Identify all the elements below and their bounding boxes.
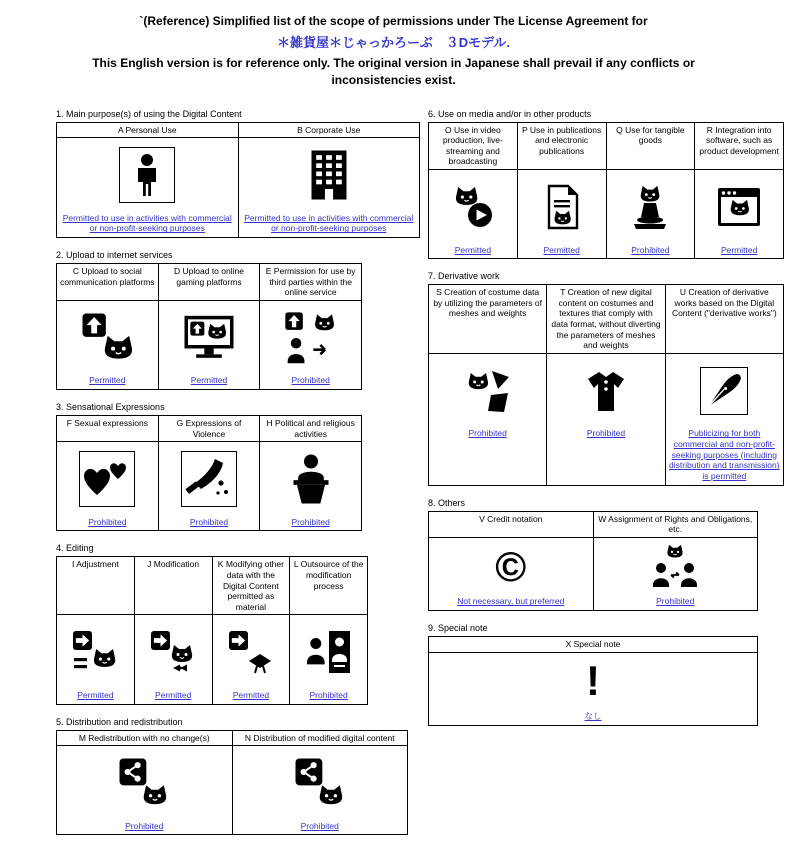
status-text: Prohibited: [656, 596, 695, 607]
status-text: Prohibited: [291, 375, 330, 386]
cell-header: O Use in video production, live-streaming and broadcasting: [429, 122, 518, 170]
status-text: Prohibited: [189, 516, 229, 527]
cell-header: K Modifying other data with the Digital Content permitted as material: [212, 557, 290, 615]
page-title: `(Reference) Simplified list of the scope of permissions under The License Agreement for: [139, 14, 648, 28]
modification-icon: [149, 628, 197, 676]
social-upload-icon: [79, 310, 135, 366]
adjustment-icon: [71, 628, 119, 676]
section-2-upload-internet: [56, 250, 420, 390]
gaming-upload-icon: [181, 310, 237, 366]
content-columns: [56, 109, 787, 847]
others-table: [428, 511, 758, 611]
distribution-table: [56, 730, 408, 836]
product-title: ＊雑貨屋＊じゃっかろーぶ ３Dモデル.: [276, 35, 511, 50]
section-title: 3. Sensational Expressions: [56, 401, 165, 412]
hearts-icon: [79, 451, 135, 507]
status-text: Permitted to use in activities with commercial or non-profit-seeking purposes: [62, 212, 232, 234]
copyright-icon: ©: [495, 542, 527, 590]
status-text: Prohibited: [631, 244, 670, 255]
cell-header: A Personal Use: [57, 122, 239, 138]
cell-header: W Assignment of Rights and Obligations, etc.: [593, 511, 758, 537]
cell-header: D Upload to online gaming platforms: [158, 263, 260, 300]
new-costume-icon: [582, 367, 630, 415]
left-column: [56, 109, 420, 847]
modified-distribution-icon: [292, 755, 348, 811]
section-1-main-purpose: [56, 109, 420, 238]
exclamation-icon: !: [586, 657, 600, 705]
disclaimer-text: This English version is for reference only. The original version in Japanese shall prevail if any conflicts or inconsistencies exist.: [92, 56, 695, 87]
cell-header: H Political and religious activities: [260, 415, 362, 441]
status-text: Permitted: [232, 689, 270, 700]
video-icon: [449, 183, 497, 231]
costume-data-icon: [464, 367, 512, 415]
knife-icon: [181, 451, 237, 507]
assignment-icon: [651, 543, 699, 591]
status-text: Prohibited: [309, 689, 348, 700]
person-icon: [119, 147, 175, 203]
cell-header: T Creation of new digital content on costumes and textures that comply with data format, without diverting the parameters of meshes and weights: [547, 285, 665, 354]
status-text: Permitted to use in activities with commercial or non-profit-seeking purposes: [244, 212, 414, 234]
cell-header: E Permission for use by third parties within the online service: [260, 263, 362, 300]
cell-header: V Credit notation: [429, 511, 594, 537]
status-text: Prohibited: [468, 428, 507, 439]
cell-header: I Adjustment: [57, 557, 135, 615]
section-5-distribution: [56, 717, 420, 836]
section-title: 2. Upload to internet services: [56, 249, 173, 260]
derivative-work-table: [428, 284, 784, 485]
cell-header: R Integration into software, such as product development: [695, 122, 784, 170]
section-title: 1. Main purpose(s) of using the Digital Content: [56, 108, 242, 119]
status-text: Prohibited: [125, 820, 164, 831]
right-column: [428, 109, 786, 738]
outsource-icon: [305, 628, 353, 676]
section-6-media-use: [428, 109, 786, 260]
section-9-special-note: [428, 623, 786, 726]
section-title: 7. Derivative work: [428, 271, 500, 282]
cell-header: B Corporate Use: [238, 122, 420, 138]
material-icon: [227, 628, 275, 676]
cell-header: L Outsource of the modification process: [290, 557, 368, 615]
section-title: 9. Special note: [428, 622, 488, 633]
status-text: Prohibited: [300, 820, 339, 831]
cell-header: F Sexual expressions: [57, 415, 159, 441]
status-text: Prohibited: [88, 516, 127, 527]
podium-icon: [283, 451, 339, 507]
editing-table: [56, 556, 368, 704]
cell-header: J Modification: [134, 557, 212, 615]
sensational-table: [56, 415, 362, 531]
cell-header: X Special note: [429, 636, 758, 652]
cell-header: Q Use for tangible goods: [606, 122, 695, 170]
section-title: 4. Editing: [56, 543, 94, 554]
cell-header: M Redistribution with no change(s): [57, 730, 233, 746]
cell-header: U Creation of derivative works based on the Digital Content ("derivative works"): [665, 285, 783, 354]
status-text: Permitted: [190, 375, 228, 386]
cell-header: G Expressions of Violence: [158, 415, 260, 441]
goods-icon: [626, 183, 674, 231]
section-4-editing: [56, 543, 420, 704]
status-text: Prohibited: [586, 428, 626, 439]
status-text: Prohibited: [291, 516, 330, 527]
pen-icon: [700, 367, 748, 415]
section-title: 6. Use on media and/or in other products: [428, 108, 592, 119]
status-text: なし: [584, 711, 602, 722]
status-text: Permitted: [77, 689, 114, 700]
upload-table: [56, 263, 362, 390]
status-text: Permitted: [720, 244, 758, 255]
section-title: 5. Distribution and redistribution: [56, 716, 183, 727]
status-text: Permitted: [454, 244, 492, 255]
main-purpose-table: [56, 122, 420, 238]
publication-icon: [538, 183, 586, 231]
media-use-table: [428, 122, 784, 260]
status-text: Permitted: [89, 375, 126, 386]
status-text: Not necessary, but preferred: [457, 596, 565, 607]
cell-header: S Creation of costume data by utilizing the parameters of meshes and weights: [429, 285, 547, 354]
status-text: Permitted: [543, 244, 580, 255]
redistribution-icon: [116, 755, 172, 811]
cell-header: N Distribution of modified digital content: [232, 730, 408, 746]
software-icon: [715, 183, 763, 231]
cell-header: P Use in publications and electronic publications: [517, 122, 606, 170]
page-header: [0, 0, 787, 89]
third-party-icon: [283, 310, 339, 366]
building-icon: [301, 147, 357, 203]
section-7-derivative-work: [428, 271, 786, 485]
section-title: 8. Others: [428, 497, 466, 508]
status-text: Publicizing for both commercial and non-profit-seeking purposes (including distribution and transmission) is permitted: [669, 428, 780, 481]
special-note-table: [428, 636, 758, 726]
section-8-others: [428, 498, 786, 611]
cell-header: C Upload to social communication platforms: [57, 263, 159, 300]
section-3-sensational: [56, 402, 420, 531]
status-text: Permitted: [154, 689, 192, 700]
